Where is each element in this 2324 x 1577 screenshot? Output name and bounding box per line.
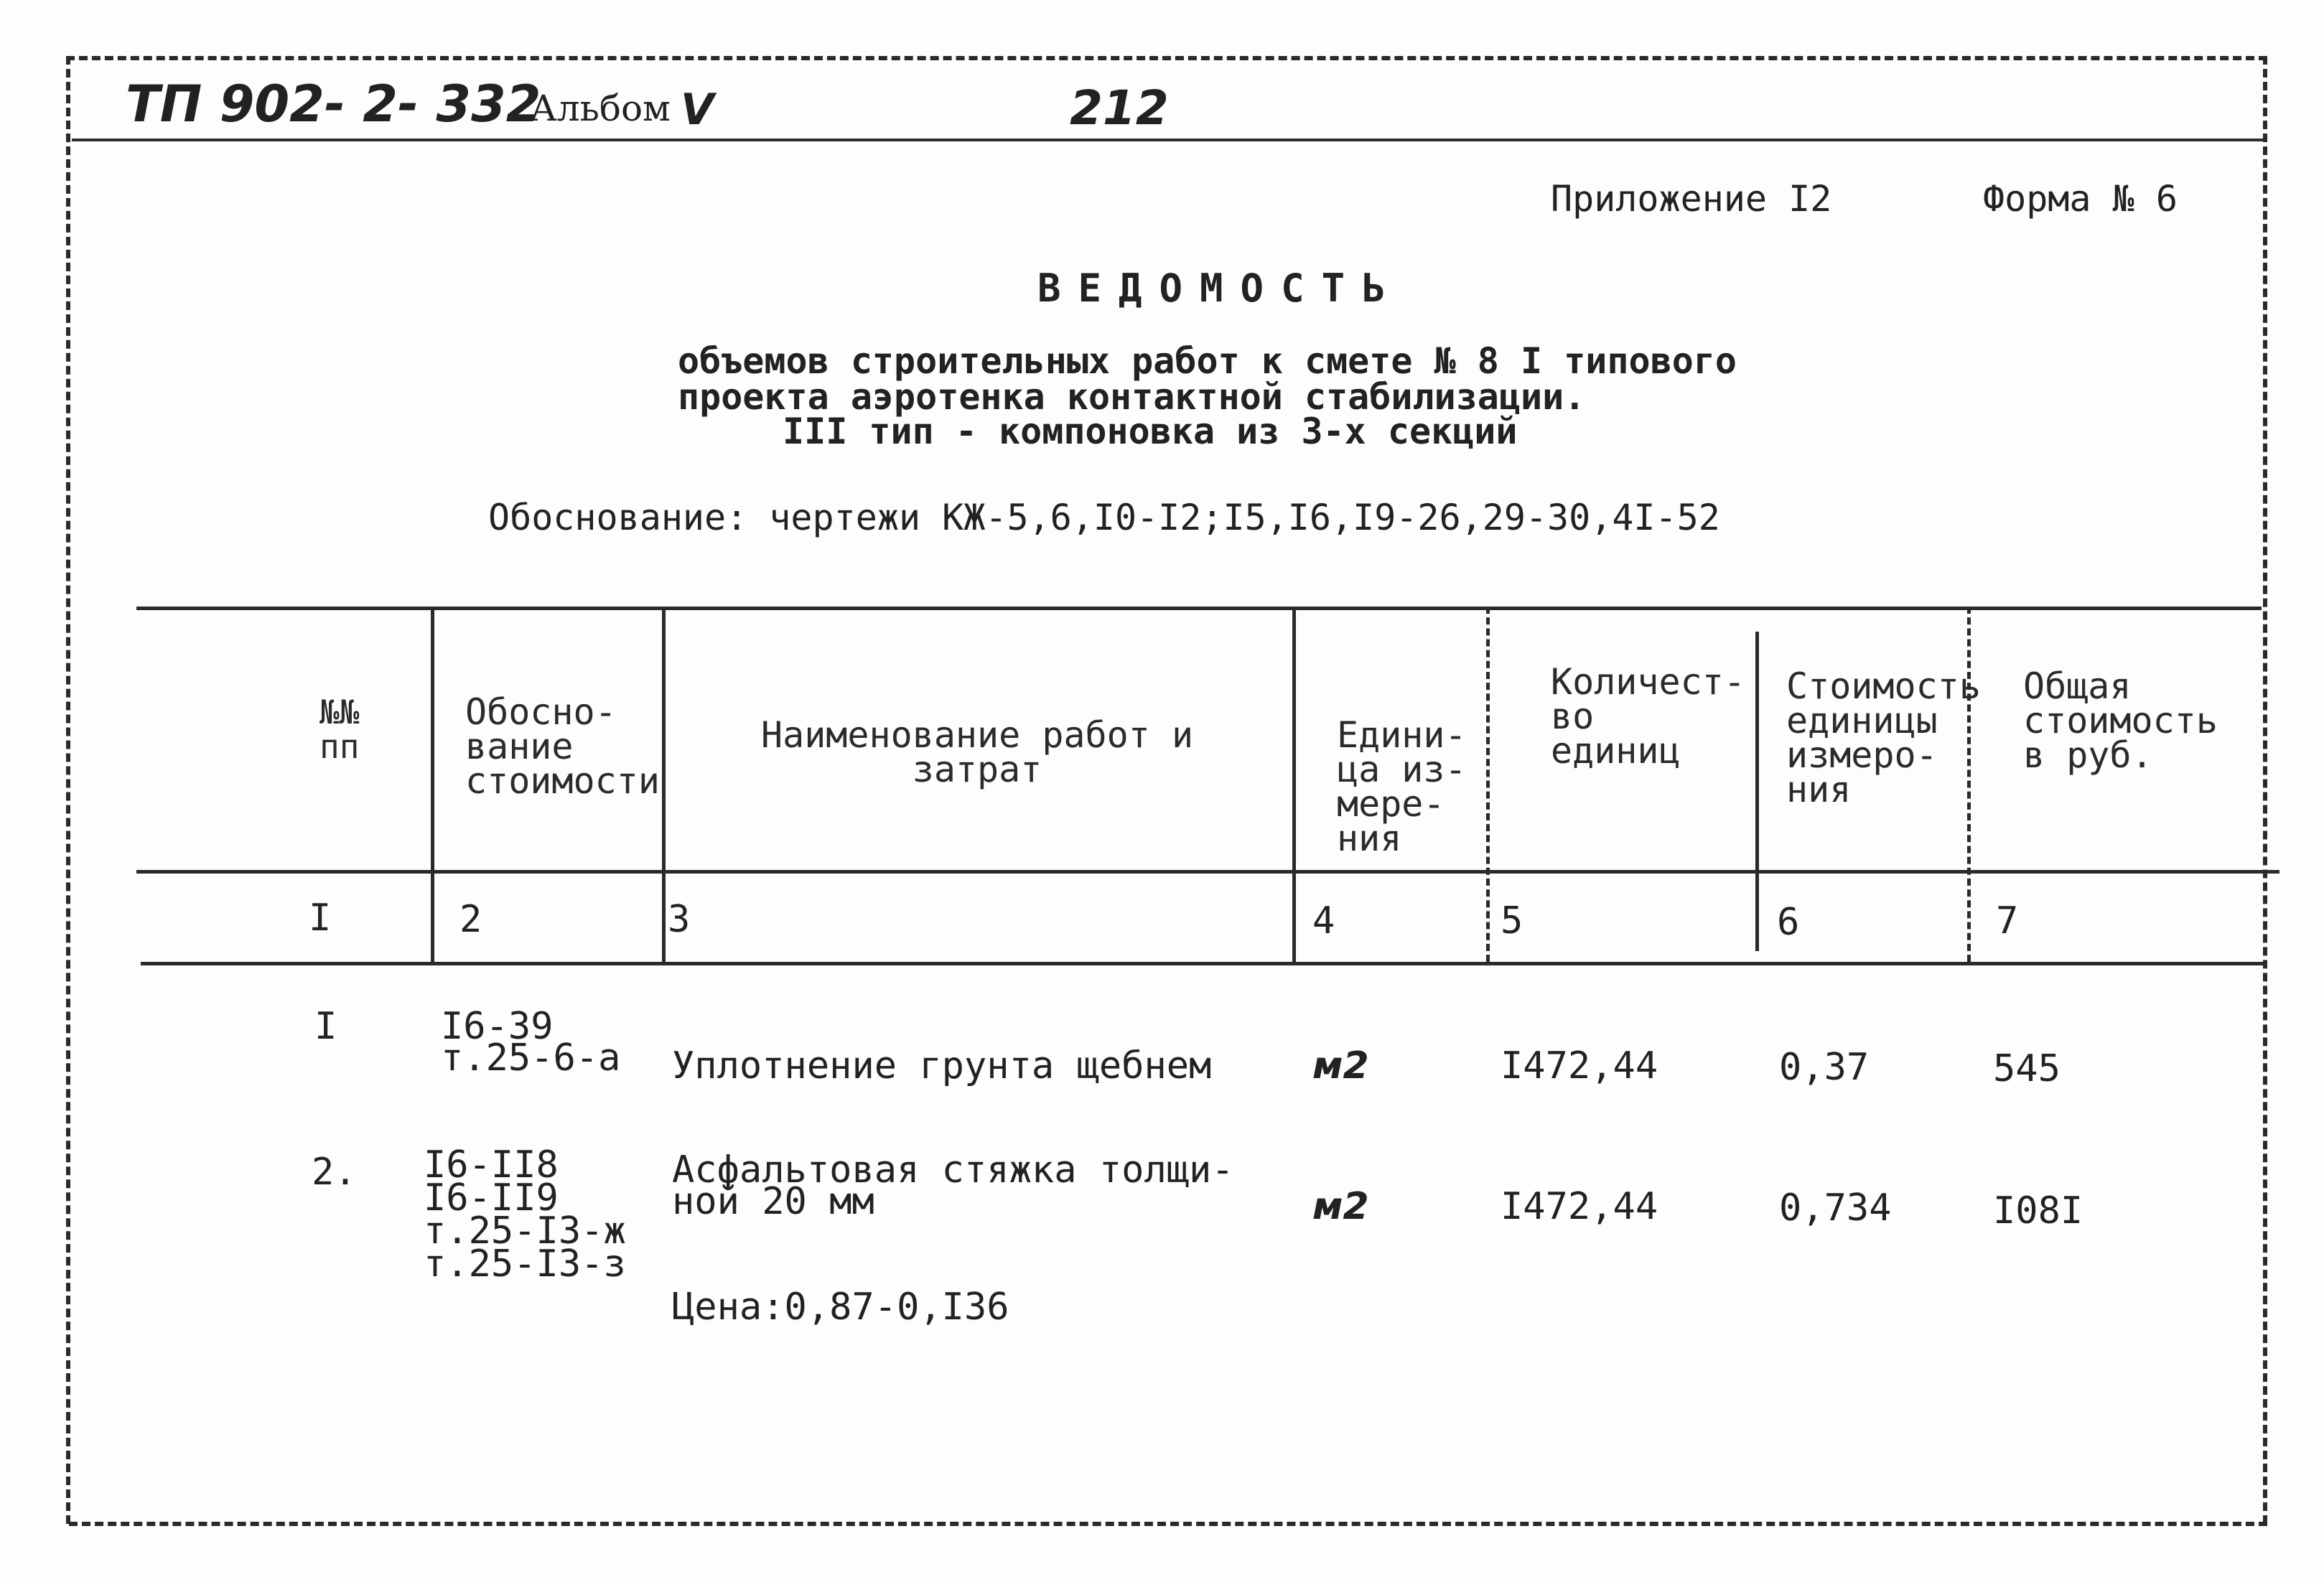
table-top-rule — [136, 607, 2262, 610]
subtitle-line-2: проекта аэротенка контактной стабилизации. — [678, 376, 1586, 418]
col-rule-1 — [431, 607, 434, 962]
row-1-unit: м2 — [1312, 1044, 1369, 1087]
header-unit: Едини- ца из- мере- ния — [1337, 714, 1467, 859]
form-label: Форма № 6 — [1983, 178, 2178, 220]
frame-bottom — [69, 1522, 2267, 1526]
col-rule-2 — [662, 607, 666, 962]
sheet-number: 212 — [1070, 80, 1169, 136]
colnum-4: 4 — [1312, 899, 1335, 942]
document-title: ВЕДОМОСТЬ — [1037, 266, 1403, 311]
row-1-total: 545 — [1993, 1047, 2061, 1090]
colnum-2: 2 — [459, 898, 482, 941]
subtitle-line-1: объемов строительных работ к смете № 8 I типового — [678, 340, 1737, 382]
album-label: Альбом — [530, 88, 671, 129]
col-rule-4 — [1486, 607, 1490, 962]
colnum-3: 3 — [668, 898, 691, 941]
subtitle-line-3: III тип - компоновка из 3-х секций — [783, 411, 1518, 452]
header-total: Общая стоимость в руб. — [2023, 665, 2218, 776]
header-work-name: Наименование работ и затрат — [761, 714, 1194, 790]
colnum-7: 7 — [1996, 899, 2019, 942]
stamp-underline — [72, 139, 2263, 141]
numbers-bottom-rule — [141, 962, 2263, 965]
header-basis: Обосно- вание стоимости — [465, 691, 660, 802]
colnum-6: 6 — [1777, 901, 1800, 944]
row-1-basis: I6-39 т.25-6-а — [441, 1005, 621, 1080]
row-1-unit-cost: 0,37 — [1779, 1046, 1870, 1089]
row-1-work-name: Уплотнение грунта щебнем — [672, 1044, 1212, 1087]
colnum-5: 5 — [1501, 899, 1523, 942]
colnum-1: I — [309, 897, 332, 940]
frame-left — [66, 56, 70, 1524]
col-rule-5 — [1755, 632, 1759, 951]
basis-line: Обоснование: чертежи КЖ-5,6,I0-I2;I5,I6,I9-26,29-30,4I-52 — [488, 497, 1720, 538]
header-number: №№ пп — [319, 693, 360, 766]
row-2-unit-cost: 0,734 — [1779, 1187, 1892, 1230]
row-2-basis: I6-II8 I6-II9 т.25-I3-ж т.25-I3-з — [424, 1143, 626, 1286]
row-2-quantity: I472,44 — [1501, 1185, 1658, 1228]
row-1-quantity: I472,44 — [1501, 1044, 1658, 1087]
row-2-number: 2. — [312, 1151, 357, 1194]
frame-top — [66, 56, 2267, 60]
row-1-number: I — [314, 1005, 337, 1048]
appendix-label: Приложение I2 — [1551, 178, 1832, 220]
row-2-unit: м2 — [1312, 1185, 1369, 1228]
row-2-total: I08I — [1993, 1189, 2083, 1232]
row-2-work-name: Асфальтовая стяжка толщи- ной 20 мм — [672, 1148, 1234, 1223]
header-unit-cost: Стоимость единицы измеро- ния — [1786, 665, 1981, 810]
frame-right — [2263, 56, 2267, 1524]
col-rule-3 — [1292, 607, 1296, 962]
project-code: ТП 902- 2- 332 — [126, 75, 541, 134]
row-2-price-note: Цена:0,87-0,I36 — [672, 1286, 1009, 1329]
header-quantity: Количест- во единиц — [1551, 661, 1745, 772]
header-bottom-rule — [136, 870, 2279, 874]
album-number: V — [681, 85, 714, 135]
